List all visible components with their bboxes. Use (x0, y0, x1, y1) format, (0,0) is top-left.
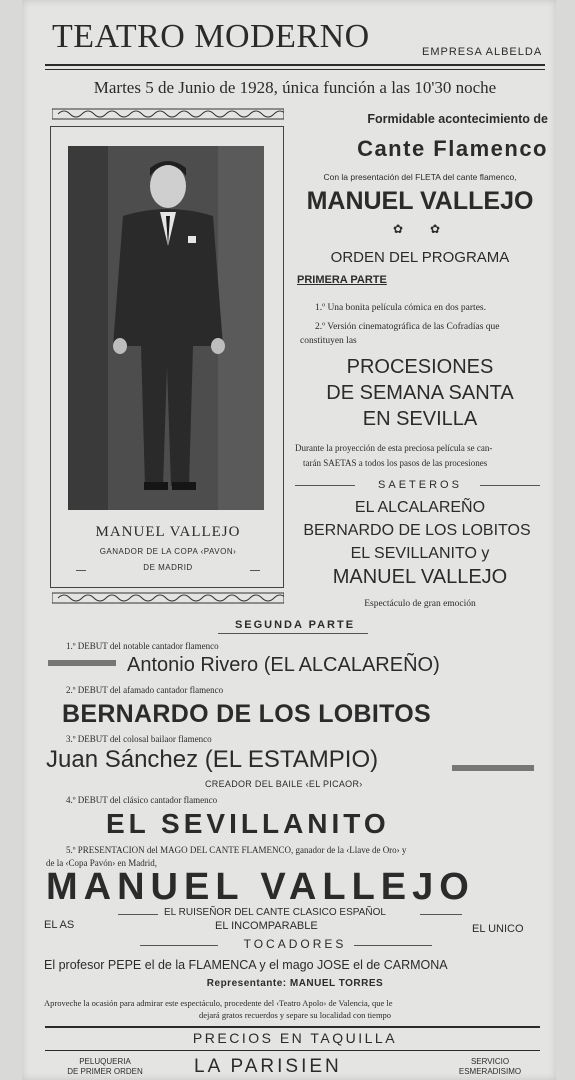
item-two-b: constituyen las (300, 336, 357, 346)
man-figure-icon (68, 146, 264, 510)
ornament-bottom (52, 592, 284, 604)
theatre-title: TEATRO MODERNO (52, 18, 370, 55)
tocadores-line: El profesor PEPE el de la FLAMENCA y el mago JOSE el de CARMONA (44, 958, 448, 972)
footer-rule-mid (45, 1050, 540, 1051)
star-name: MANUEL VALLEJO (306, 187, 534, 215)
description-line1: Durante la proyección de esta preciosa película se can- (295, 443, 493, 453)
footer-left-ad1: PELUQUERIA (79, 1057, 131, 1066)
photo-caption-sub2: DE MADRID (143, 563, 193, 572)
footer-right-ad2: ESMERADISIMO (458, 1067, 522, 1076)
representante-line: Representante: MANUEL TORRES (206, 978, 384, 989)
footer-right-ad1: SERVICIO (470, 1057, 510, 1066)
footer-center-ad: LA PARISIEN (194, 1056, 342, 1077)
debut5-label2: de la ‹Copa Pavón› en Madrid, (46, 858, 157, 868)
tocadores-dash-right (354, 945, 432, 946)
part-one-title: PRIMERA PARTE (297, 274, 387, 286)
el-unico: EL UNICO (472, 923, 524, 935)
header-rule-top (45, 64, 545, 66)
debut5-subtitle: EL RUISEÑOR DEL CANTE CLASICO ESPAÑOL (164, 907, 386, 918)
debut3-mark-right (452, 765, 534, 771)
singer-sevillanito: EL SEVILLANITO y (350, 545, 490, 562)
item-one: 1.º Una bonita película cómica en dos partes. (315, 303, 486, 313)
caption-dash-right (250, 570, 260, 571)
description-line2: tarán SAETAS a todos los pasos de las procesiones (303, 458, 488, 468)
footer-rule-top (45, 1026, 540, 1028)
processions-line2: DE SEMANA SANTA (326, 382, 514, 404)
debut2-label: 2.º DEBUT del afamado cantador flamenco (66, 685, 224, 695)
portrait-photo (68, 146, 264, 510)
debut4-label: 4.º DEBUT del clásico cantador flamenco (66, 795, 218, 805)
part-two-underline (218, 633, 368, 634)
part-two-title: SEGUNDA PARTE (234, 619, 356, 631)
flower-icon-left: ✿ (393, 222, 404, 236)
photo-caption-sub1: GANADOR DE LA COPA ‹PAVON› (99, 547, 237, 556)
note-line2: dejará gratos recuerdos y separe su localidad con tiempo (198, 1010, 392, 1020)
debut3-label: 3.º DEBUT del colosal bailaor flamenco (66, 734, 212, 744)
singer-alcalareno: EL ALCALAREÑO (354, 499, 486, 516)
debut1-label: 1.º DEBUT del notable cantador flamenco (66, 641, 219, 651)
debut5-dash-right (420, 914, 462, 915)
debut5-name: MANUEL VALLEJO (46, 866, 475, 908)
debut4-name: EL SEVILLANITO (106, 808, 390, 839)
processions-line3: EN SEVILLA (362, 408, 478, 430)
saeteros-title: SAETEROS (378, 479, 462, 491)
el-as: EL AS (44, 919, 75, 931)
note-line1: Aproveche la ocasión para admirar este espectáculo, procedente del ‹Teatro Apolo› de Valencia, que le (44, 998, 393, 1008)
debut3-name: Juan Sánchez (EL ESTAMPIO) (46, 746, 379, 773)
header-rule-bottom (45, 69, 545, 70)
el-incomparable: EL INCOMPARABLE (215, 920, 318, 932)
debut5-label: 5.º PRESENTACION del MAGO DEL CANTE FLAMENCO, ganador de la ‹Llave de Oro› y (66, 845, 407, 855)
tocadores-title: TOCADORES (243, 937, 347, 951)
photo-caption-name: MANUEL VALLEJO (95, 524, 241, 540)
debut3-subtitle: CREADOR DEL BAILE ‹EL PICAOR› (205, 779, 363, 789)
saeteros-dash-right (480, 485, 540, 486)
program-order: ORDEN DEL PROGRAMA (330, 249, 510, 266)
headline: Formidable acontecimiento de (367, 112, 548, 126)
processions-line1: PROCESIONES (346, 356, 494, 378)
debut5-dash-left (118, 914, 158, 915)
ornament-top (52, 108, 284, 120)
emotion-line: Espectáculo de gran emoción (364, 599, 476, 609)
footer-left-ad2: DE PRIMER ORDEN (67, 1067, 143, 1076)
debut2-name: BERNARDO DE LOS LOBITOS (62, 700, 431, 728)
flower-icon-right: ✿ (430, 222, 441, 236)
presentation-line: Con la presentación del FLETA del cante flamenco, (323, 172, 517, 182)
company-name: EMPRESA ALBELDA (422, 46, 543, 58)
item-two-a: 2.º Versión cinematográfica de las Cofradías que (315, 322, 500, 332)
singer-vallejo: MANUEL VALLEJO (332, 566, 508, 588)
date-line: Martes 5 de Junio de 1928, única función a las 10'30 noche (93, 78, 497, 97)
debut1-mark-left (48, 660, 116, 666)
singer-bernardo: BERNARDO DE LOS LOBITOS (303, 522, 531, 539)
main-title: Cante Flamenco (357, 136, 548, 161)
debut1-name: Antonio Rivero (EL ALCALAREÑO) (127, 654, 440, 676)
prices-title: PRECIOS EN TAQUILLA (192, 1030, 398, 1046)
